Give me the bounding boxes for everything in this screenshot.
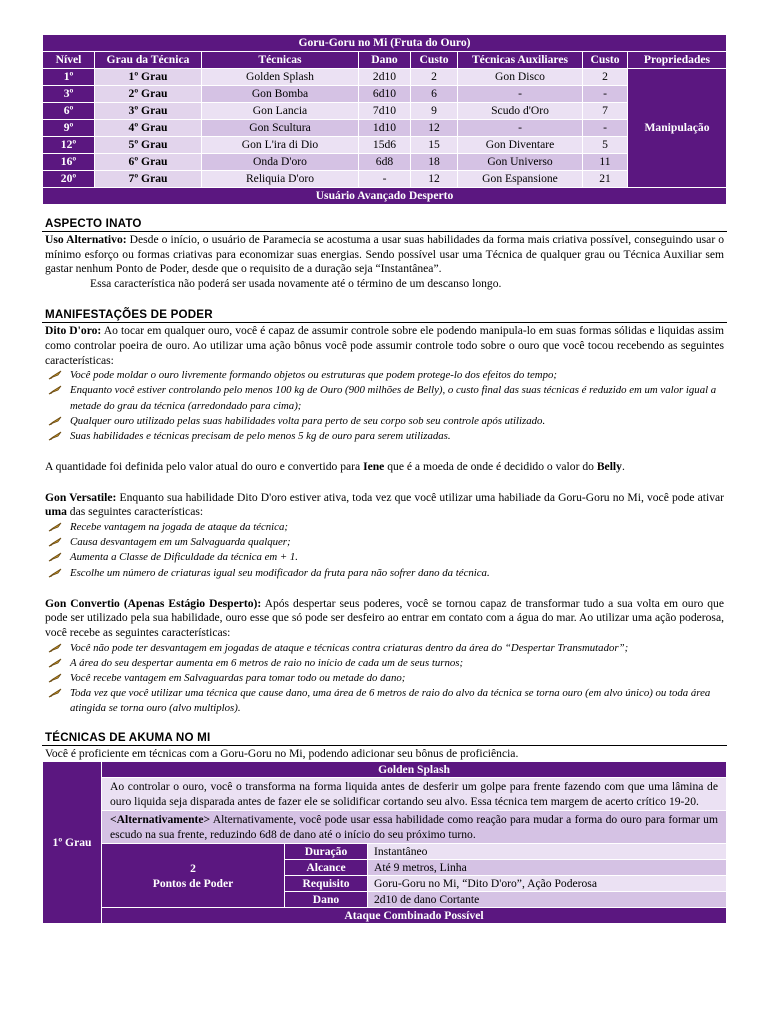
cell-grau: 7º Grau — [95, 171, 202, 188]
prop-label: Requisito — [285, 876, 368, 892]
list-item-text: Qualquer ouro utilizado pelas suas habilidades volta para perto de seu corpo sob seu controle após utilizado. — [70, 414, 546, 427]
table-row — [43, 86, 727, 103]
paragraph — [42, 491, 727, 520]
cell-tecnica: Gon Bomba — [202, 86, 359, 103]
list-item — [48, 566, 727, 581]
cell-custo-aux: 7 — [583, 103, 628, 120]
header-propriedades: Propriedades — [628, 52, 727, 69]
list-item — [48, 641, 727, 656]
quill-icon — [48, 552, 62, 562]
prop-value: Instantâneo — [368, 844, 727, 860]
cell-grau: 5º Grau — [95, 137, 202, 154]
list-item-text: Causa desvantagem em um Salvaguarda qualquer; — [70, 536, 291, 549]
cell-auxiliar: - — [458, 120, 583, 137]
cell-nivel: 16º — [43, 154, 95, 171]
quill-icon — [48, 658, 62, 668]
technique-grade: 1º Grau — [43, 762, 102, 924]
technique-table — [42, 34, 727, 205]
list-item — [48, 368, 727, 383]
cell-custo-aux: 11 — [583, 154, 628, 171]
cell-tecnica: Gon L'ira di Dio — [202, 137, 359, 154]
list-item — [48, 414, 727, 429]
paragraph-text: Desde o início, o usuário de Paramecia se acostuma a usar suas habilidades da forma mais criativa possível, conseguindo usar o mínimo esforço ou formas criativas para economizar suas energias. Sendo possível usar uma Técnica de qualquer grau ou Técnica Auxiliar sem gastar nenhum Ponto de Poder, desde que o requisito de a duração seja “Instantânea”. — [45, 233, 725, 276]
header-dano: Dano — [359, 52, 411, 69]
header-custo: Custo — [411, 52, 458, 69]
section-heading: MANIFESTAÇÕES DE PODER — [42, 308, 727, 323]
term-uma: uma — [45, 505, 67, 519]
paragraph — [42, 324, 727, 368]
cell-auxiliar: Scudo d'Oro — [458, 103, 583, 120]
technique-card — [42, 761, 727, 924]
term-label: Gon Versatile: — [45, 490, 117, 504]
cell-custo: 15 — [411, 137, 458, 154]
prop-label: Dano — [285, 892, 368, 908]
cell-nivel: 20º — [43, 171, 95, 188]
term-iene: Iene — [363, 460, 385, 474]
cell-auxiliar: Gon Universo — [458, 154, 583, 171]
cell-dano: 6d8 — [359, 154, 411, 171]
cell-tecnica: Golden Splash — [202, 69, 359, 86]
list-item — [48, 520, 727, 535]
document-page — [42, 34, 727, 924]
alt-label: <Alternativamente> — [110, 813, 211, 827]
prop-label: Duração — [285, 844, 368, 860]
table-header-row — [43, 52, 727, 69]
paragraph — [42, 460, 727, 475]
cell-tecnica: Gon Lancia — [202, 103, 359, 120]
cell-auxiliar: Gon Espansione — [458, 171, 583, 188]
quill-icon — [48, 370, 62, 380]
cell-grau: 1º Grau — [95, 69, 202, 86]
list-item-text: Aumenta a Classe de Dificuldade da técnica em + 1. — [70, 551, 298, 564]
cost-label: Pontos de Poder — [152, 876, 234, 890]
list-item-text: Suas habilidades e técnicas precisam de pelo menos 5 kg de ouro para serem utilizadas. — [70, 429, 451, 442]
list-item-text: Você pode moldar o ouro livremente formando objetos ou estruturas que podem protege-lo dos efeitos do tempo; — [70, 369, 557, 382]
table-row — [43, 137, 727, 154]
cell-custo: 6 — [411, 86, 458, 103]
cell-nivel: 1º — [43, 69, 95, 86]
prop-value: 2d10 de dano Cortante — [368, 892, 727, 908]
list-item — [48, 550, 727, 565]
cell-dano: 7d10 — [359, 103, 411, 120]
cell-auxiliar: Gon Diventare — [458, 137, 583, 154]
list-item-text: Escolhe um número de criaturas igual seu modificador da fruta para não sofrer dano da técnica. — [70, 566, 490, 579]
header-tecnicas-auxiliares: Técnicas Auxiliares — [458, 52, 583, 69]
term-label: Uso Alternativo: — [45, 233, 127, 246]
list-item-text: Você recebe vantagem em Salvaguardas para tomar todo ou metade do dano; — [70, 671, 406, 684]
paragraph-text: que é a moeda de onde é decidido o valor do — [384, 460, 597, 474]
paragraph-text: . — [621, 460, 625, 474]
technique-footer: Ataque Combinado Possível — [102, 908, 727, 924]
cell-grau: 6º Grau — [95, 154, 202, 171]
list-item — [48, 535, 727, 550]
paragraph — [42, 233, 727, 277]
paragraph: Você é proficiente em técnicas com a Goru-Goru no Mi, podendo adicionar seu bônus de proficiência. — [45, 746, 519, 760]
table-row — [43, 103, 727, 120]
cell-custo-aux: 5 — [583, 137, 628, 154]
cell-custo: 12 — [411, 171, 458, 188]
table-row — [43, 154, 727, 171]
bullet-list — [42, 641, 727, 717]
list-item — [48, 429, 727, 444]
cell-nivel: 3º — [43, 86, 95, 103]
table-row — [43, 69, 727, 86]
paragraph-note: Essa característica não poderá ser usada novamente até o término de um descanso longo. — [90, 276, 502, 290]
technique-cost — [102, 844, 285, 908]
term-label: Dito D'oro: — [45, 324, 102, 338]
cell-dano: 1d10 — [359, 120, 411, 137]
prop-value: Goru-Goru no Mi, “Dito D'oro”, Ação Poderosa — [368, 876, 727, 892]
table-row — [43, 171, 727, 188]
prop-label: Alcance — [285, 860, 368, 876]
quill-icon — [48, 537, 62, 547]
quill-icon — [48, 688, 62, 698]
bullet-list — [42, 368, 727, 444]
cell-custo-aux: 2 — [583, 69, 628, 86]
header-tecnicas: Técnicas — [202, 52, 359, 69]
quill-icon — [48, 431, 62, 441]
term-belly: Belly — [596, 460, 622, 474]
quill-icon — [48, 522, 62, 532]
list-item-text: Você não pode ter desvantagem em jogadas de ataque e técnicas contra criaturas dentro da área do “Despertar Transmutador”; — [70, 641, 629, 654]
quill-icon — [48, 385, 62, 395]
table-title: Goru-Goru no Mi (Fruta do Ouro) — [43, 35, 727, 52]
list-item-text: Enquanto você estiver controlando pelo menos 100 kg de Ouro (900 milhões de Belly), o custo final das suas técnicas é reduzido em um valor igual a metade do grau da técnica (arredondado para cima); — [70, 384, 717, 412]
list-item — [48, 671, 727, 686]
technique-description: Ao controlar o ouro, você o transforma na forma liquida antes de desferir um golpe para frente fazendo com que uma lâmina de ouro liquida seja disparada antes de fazer ele se solidificar cortando seu alvo. Essa técnica tem margem de acerto crítico 19-20. — [102, 778, 727, 811]
paragraph — [42, 597, 727, 641]
section-heading: TÉCNICAS DE AKUMA NO MI — [42, 731, 727, 746]
quill-icon — [48, 568, 62, 578]
cell-dano: 6d10 — [359, 86, 411, 103]
header-nivel: Nível — [43, 52, 95, 69]
cell-custo-aux: 21 — [583, 171, 628, 188]
cell-custo: 9 — [411, 103, 458, 120]
paragraph-text: Ao tocar em qualquer ouro, você é capaz de assumir controle sobre ele podendo manipula-lo em suas formas sólidas e liquidas assim como controlar poeira de ouro. Ao utilizar uma ação bônus você pode assumir controle todo sobre o ouro que você tocou recebendo as seguintes características: — [45, 324, 724, 367]
list-item-text: Recebe vantagem na jogada de ataque da técnica; — [70, 520, 288, 533]
section-tecnicas — [42, 731, 727, 925]
bullet-list — [42, 520, 727, 581]
cell-tecnica: Reliquia D'oro — [202, 171, 359, 188]
paragraph-text: Enquanto sua habilidade Dito D'oro estiver ativa, toda vez que você utilizar uma habiliade da Goru-Goru no Mi, você pode ativar — [116, 490, 724, 504]
section-heading: ASPECTO INATO — [42, 217, 727, 232]
cell-dano: 15d6 — [359, 137, 411, 154]
list-item — [48, 383, 727, 413]
cell-dano: - — [359, 171, 411, 188]
technique-name: Golden Splash — [102, 762, 727, 778]
cell-nivel: 6º — [43, 103, 95, 120]
term-label: Gon Convertio (Apenas Estágio Desperto): — [45, 596, 262, 610]
technique-alternative — [102, 811, 727, 844]
paragraph-text: Após despertar seus poderes, você se tornou capaz de transformar tudo a sua volta em ouro que pode ser utilizado pela sua habilidade, ouro esse que só pode ser desfeiro ao entrar em contato com a água do mar. Ao utilizar uma ação poderosa, você recebe as seguintes características: — [45, 596, 724, 639]
cell-custo: 2 — [411, 69, 458, 86]
cell-propriedades: Manipulação — [628, 69, 727, 188]
alt-text: Alternativamente, você pode usar essa habilidade como reação para mudar a forma do ouro para formar um escudo na sua frente, reduzindo 6d8 de dano até o início do seu próximo turno. — [110, 813, 718, 842]
table-row — [43, 120, 727, 137]
section-manifestacoes — [42, 308, 727, 716]
cell-auxiliar: Gon Disco — [458, 69, 583, 86]
cell-tecnica: Onda D'oro — [202, 154, 359, 171]
list-item — [48, 656, 727, 671]
cell-custo-aux: - — [583, 86, 628, 103]
cell-custo-aux: - — [583, 120, 628, 137]
list-item-text: Toda vez que você utilizar uma técnica que cause dano, uma área de 6 metros de raio do alvo da técnica se torna ouro (em alvo único) ou toda área atingida se torna ouro (alvo multiplos). — [70, 687, 711, 715]
cell-nivel: 9º — [43, 120, 95, 137]
quill-icon — [48, 416, 62, 426]
header-grau: Grau da Técnica — [95, 52, 202, 69]
cell-grau: 4º Grau — [95, 120, 202, 137]
cell-tecnica: Gon Scultura — [202, 120, 359, 137]
cell-custo: 18 — [411, 154, 458, 171]
cell-nivel: 12º — [43, 137, 95, 154]
cell-grau: 2º Grau — [95, 86, 202, 103]
cell-auxiliar: - — [458, 86, 583, 103]
table-footer: Usuário Avançado Desperto — [43, 188, 727, 205]
quill-icon — [48, 643, 62, 653]
paragraph-text: das seguintes características: — [66, 505, 204, 519]
cost-value: 2 — [190, 861, 196, 875]
cell-grau: 3º Grau — [95, 103, 202, 120]
paragraph-text: A quantidade foi definida pelo valor atual do ouro e convertido para — [45, 460, 364, 474]
header-custo-aux: Custo — [583, 52, 628, 69]
section-aspecto-inato — [42, 217, 727, 291]
prop-value: Até 9 metros, Linha — [368, 860, 727, 876]
quill-icon — [48, 673, 62, 683]
list-item-text: A área do seu despertar aumenta em 6 metros de raio no início de cada um de seus turnos; — [70, 656, 464, 669]
cell-custo: 12 — [411, 120, 458, 137]
cell-dano: 2d10 — [359, 69, 411, 86]
list-item — [48, 686, 727, 716]
